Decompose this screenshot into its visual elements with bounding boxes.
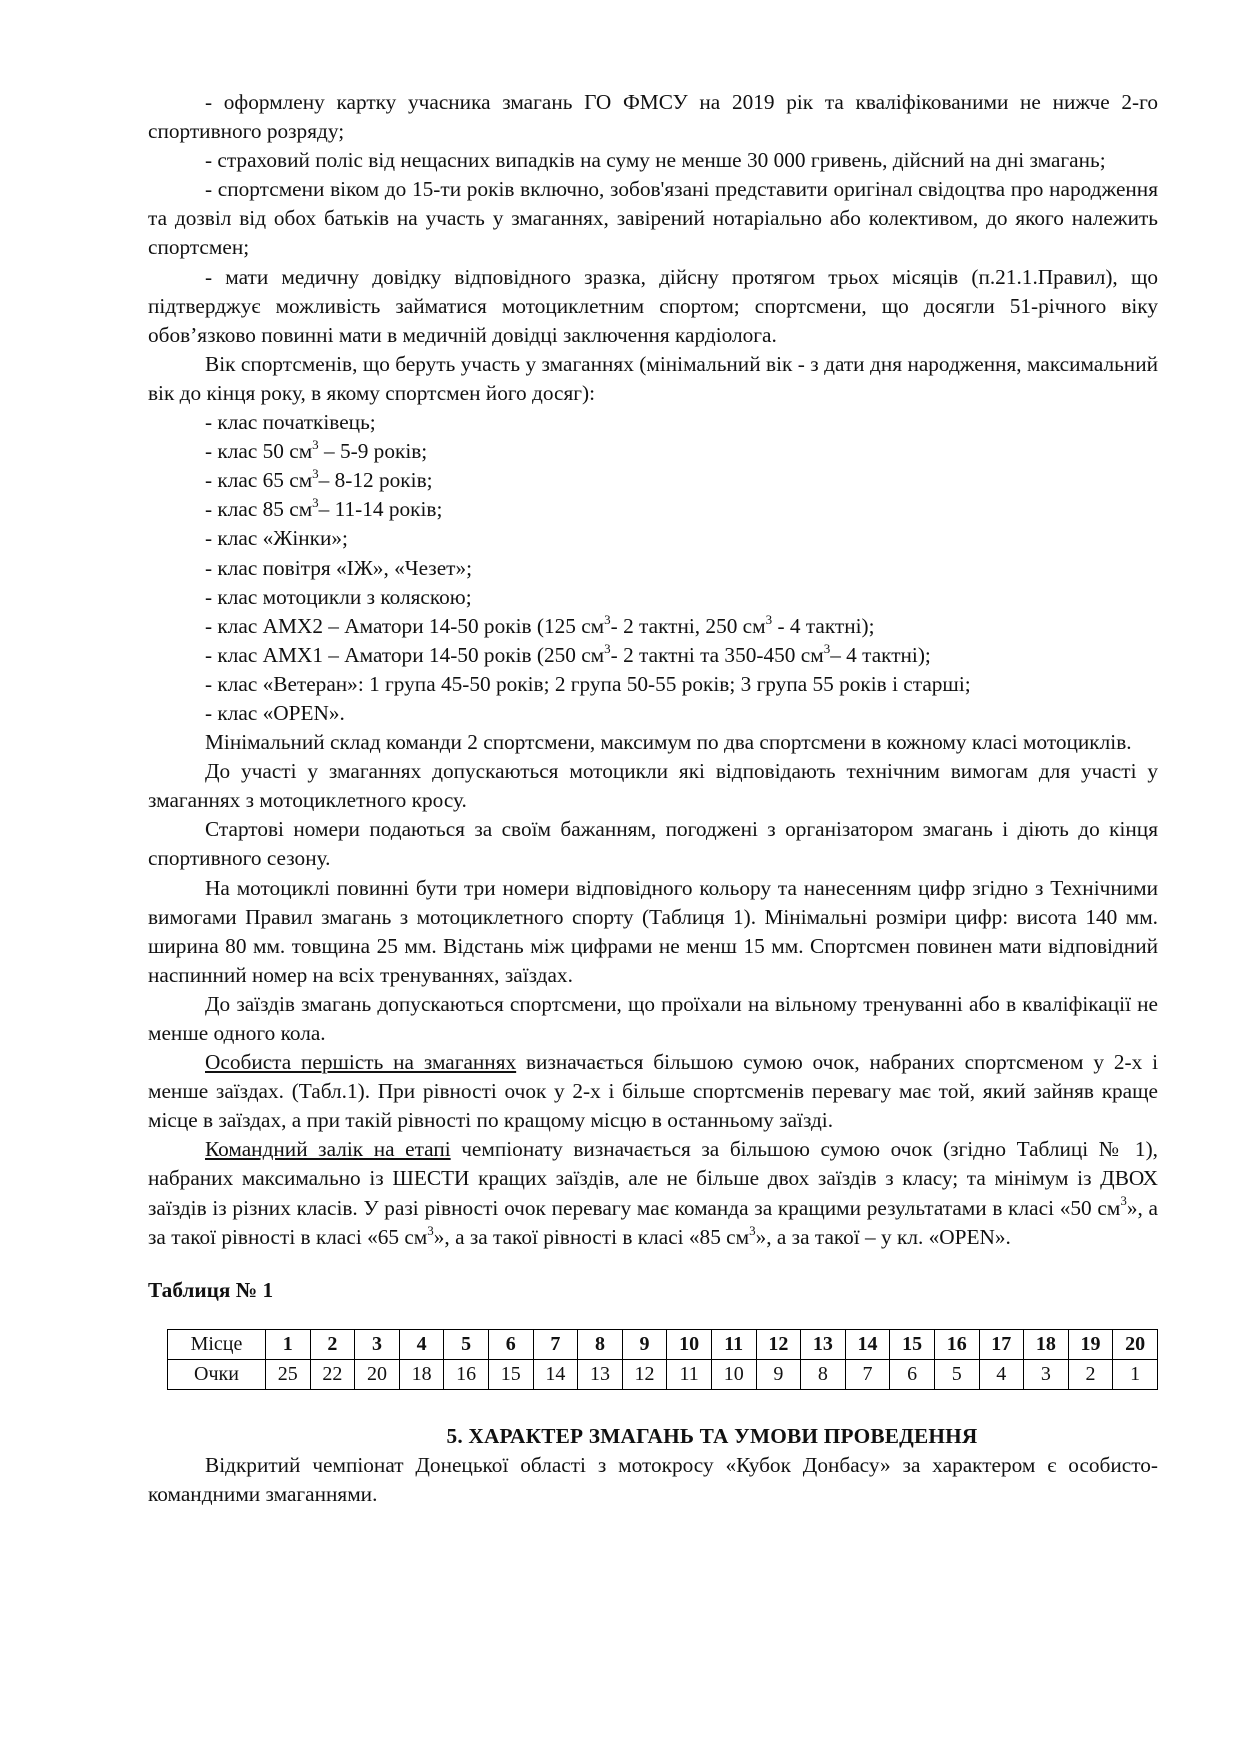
place-cell: 14 [845,1329,890,1359]
individual-standings-heading: Особиста першість на змаганнях [205,1050,517,1075]
points-cell: 14 [533,1359,578,1389]
place-cell: 19 [1068,1329,1113,1359]
points-cell: 18 [399,1359,444,1389]
paragraph-admission: До заїздів змагань допускаються спортсмени, що проїхали на вільному тренуванні або в кваліфікації не менше одного кола. [148,991,1158,1045]
class-item: - клас 85 $см^3-$ 11-14 років; [205,495,443,522]
place-cell: 4 [399,1329,444,1359]
points-cell: 22 [310,1359,355,1389]
paragraph-medical: - мати медичну довідку відповідного зразка, дійсну протягом трьох місяців (п.21.1.Правил), що підтверджує можливість займатися мотоциклетним спортом; спортсмени, що досягли 51-річного віку обов’язково повинні мати в медичній довідці заключення кардіолога. [148,264,1158,347]
table-row-places [168,1329,1158,1359]
class-list [148,408,1158,728]
paragraph-motorcycles: До участі у змаганнях допускаються мотоцикли які відповідають технічним вимогам для участі у змаганнях з мотоциклетного кросу. [148,759,1158,813]
class-item: - клас мотоцикли з коляскою; [205,584,472,609]
points-cell: 16 [444,1359,489,1389]
place-cell: 13 [801,1329,846,1359]
points-cell: 9 [756,1359,801,1389]
points-cell: 2 [1068,1359,1113,1389]
place-cell: 10 [667,1329,712,1359]
points-cell: 1 [1113,1359,1158,1389]
points-cell: 15 [488,1359,533,1389]
points-table [167,1329,1158,1390]
document-page [148,88,1158,1509]
points-cell: 10 [711,1359,756,1389]
paragraph-start-numbers: Стартові номери подаються за своїм бажанням, погоджені з організатором змагань і діють до кінця спортивного сезону. [148,817,1158,871]
paragraph-competition-nature: Відкритий чемпіонат Донецької області з мотокросу «Кубок Донбасу» за характером є особисто-командними змаганнями. [148,1452,1158,1507]
place-cell: 9 [622,1329,667,1359]
place-cell: 7 [533,1329,578,1359]
place-cell: 11 [711,1329,756,1359]
points-cell: 4 [979,1359,1024,1389]
points-cell: 25 [266,1359,311,1389]
points-cell: 11 [667,1359,712,1389]
paragraph-minors: - спортсмени віком до 15-ти років включно, зобов'язані представити оригінал свідоцтва про народження та дозвіл від обох батьків на участь у змаганнях, завірений нотаріально або колективом, до якого належить спортсмен; [148,177,1158,260]
paragraph-number-plates: На мотоциклі повинні бути три номери відповідного кольору та нанесенням цифр згідно з Технічними вимогами Правил змагань з мотоциклетного спорту (Таблиця 1). Мінімальні розміри цифр: висота 140 мм. ширина 80 мм. товщина 25 мм. Відстань між цифрами не менш 15 мм. Спортсмен повинен мати відповідний наспинний номер на всіх тренуваннях, заїздах. [148,875,1158,987]
place-cell: 6 [488,1329,533,1359]
place-cell: 16 [934,1329,979,1359]
place-cell: 18 [1024,1329,1069,1359]
place-cell: 20 [1113,1329,1158,1359]
class-item: - клас «Ветеран»: 1 група 45-50 років; 2 група 50-55 років; 3 група 55 років і старші; [205,671,971,696]
row-label-points: Очки [168,1359,266,1389]
place-cell: 1 [266,1329,311,1359]
points-cell: 13 [578,1359,623,1389]
class-item: - клас початківець; [205,410,376,435]
place-cell: 15 [890,1329,935,1359]
row-label-place: Місце [168,1329,266,1359]
table-caption: Таблиця № 1 [148,1277,274,1302]
place-cell: 17 [979,1329,1024,1359]
paragraph-insurance: - страховий поліс від нещасних випадків на суму не менше 30 000 гривень, дійсний на дні змагань; [205,148,1106,173]
points-cell: 3 [1024,1359,1069,1389]
points-cell: 7 [845,1359,890,1389]
place-cell: 2 [310,1329,355,1359]
class-item: - клас АМХ2 – Аматори 14-50 років (125 $см^3-$ 2 тактні, 250 $см^3 - 4$ тактні); [205,611,875,638]
points-cell: 8 [801,1359,846,1389]
points-cell: 12 [622,1359,667,1389]
paragraph-team-standings: Командний залік на етапі чемпіонату визначається за більшою сумою очок (згідно Таблиці № 1), набраних максимально із ШЕСТИ кращих заїздів, але не більше двох заїздів з класу; та мінімум із ДВОХ заїздів із різних класів. У разі рівності очок перевагу має команда за кращими результатами в класі «50 $см^3$», а за такої рівності в класі «65 $см^3$», а за такої рівності в класі «85 $см^3$», а за такої – у кл. «OPEN». [148,1137,1158,1249]
paragraph-participant-card: - оформлену картку учасника змагань ГО ФМСУ на 2019 рік та кваліфікованими не нижче 2-го спортивного розряду; [148,90,1158,144]
class-item: - клас «Жінки»; [205,526,348,551]
points-cell: 5 [934,1359,979,1389]
place-cell: 5 [444,1329,489,1359]
class-item: - клас «OPEN». [205,700,345,725]
place-cell: 12 [756,1329,801,1359]
section-title: 5. ХАРАКТЕР ЗМАГАНЬ ТА УМОВИ ПРОВЕДЕННЯ [446,1423,978,1448]
team-standings-heading: Командний залік на етапі [205,1137,451,1162]
class-item: - клас 65 $см^3-$ 8-12 років; [205,466,433,493]
place-cell: 8 [578,1329,623,1359]
paragraph-individual-standings: Особиста першість на змаганнях визначається більшою сумою очок, набраних спортсменом у 2-х і менше заїздах. (Табл.1). При рівності очок у 2-х і більше спортсменів перевагу має той, який зайняв краще місце в заїздах, а при такій рівності по кращому місцю в останньому заїзді. [148,1050,1158,1133]
paragraph-team-size: Мінімальний склад команди 2 спортсмени, максимум по два спортсмени в кожному класі мотоциклів. [205,730,1132,755]
class-item: - клас АМХ1 – Аматори 14-50 років (250 $см^3-$ 2 тактні та 350-450 $см^3-$ 4 тактні); [205,640,931,667]
place-cell: 3 [355,1329,400,1359]
paragraph-age: Вік спортсменів, що беруть участь у змаганнях (мінімальний вік - з дати дня народження, максимальний вік до кінця року, в якому спортсмен його досяг): [148,351,1158,405]
points-cell: 6 [890,1359,935,1389]
class-item: - клас повітря «ІЖ», «Чезет»; [205,555,473,580]
points-cell: 20 [355,1359,400,1389]
class-item: - клас 50 $см^3 - 5-9$ років; [205,437,428,464]
table-row-points [168,1359,1158,1389]
